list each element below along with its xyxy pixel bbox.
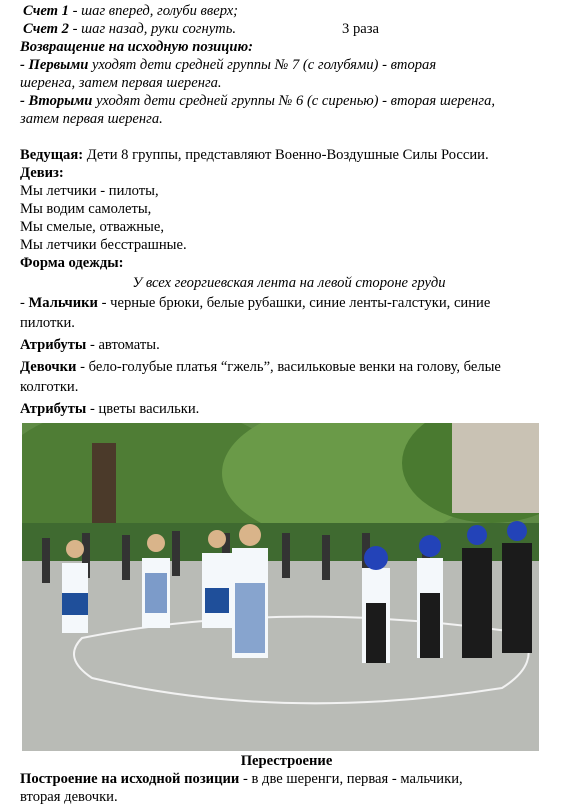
uniform-note: У всех георгиевская лента на левой стороне груди [132,275,446,291]
boys-label: Мальчики [28,295,98,311]
motto-line-4: Мы летчики бесстрашные. [20,237,187,253]
photo-caption: Перестроение [240,753,333,769]
attr2-line [20,400,550,418]
attr1-line [20,336,550,354]
formation-block [20,770,550,806]
boys-text: - черные брюки, белые рубашки, синие ленты-галстуки, синие [97,295,491,311]
girls-line [20,358,550,376]
host-label: Ведущая: [20,147,84,163]
second-line [20,92,550,110]
first-line [20,56,550,74]
second-line-cont: затем первая шеренга. [20,111,163,127]
boys-cont: пилотки. [20,315,75,331]
attr1-label: Атрибуты [20,337,87,353]
boys-prefix: - [20,295,29,311]
attr2-label: Атрибуты [20,401,87,417]
formation-label: Построение на исходной позиции [20,771,240,787]
second-text: уходят дети средней группы № 6 (с сиренью) - вторая шеренга, [92,93,496,109]
formation-line [20,770,550,788]
photo-illustration [22,423,539,751]
first-text: уходят дети средней группы № 7 (с голубями) - вторая [88,57,437,73]
attr2-text: - цветы васильки. [86,401,200,417]
attr1-text: - автоматы. [86,337,160,353]
host-line [20,146,550,164]
motto-line-1: Мы летчики - пилоты, [20,183,159,199]
girls-label: Девочки [20,359,77,375]
girls-text: - бело-голубые платья “гжель”, васильковые венки на голову, белые [76,359,501,375]
host-text: Дети 8 группы, представляют Военно-Воздушные Силы России. [83,147,489,163]
girls-cont: колготки. [20,379,79,395]
count1-line [20,2,550,20]
motto-line-2: Мы водим самолеты, [20,201,152,217]
count1-text: - шаг вперед, голуби вверх; [68,3,239,19]
first-line-cont: шеренга, затем первая шеренга. [20,75,222,91]
second-label: Вторыми [28,93,93,109]
motto-line-3: Мы смелые, отважные, [20,219,164,235]
event-photo [22,423,539,751]
motto-label: Девиз: [20,165,64,181]
count2-repeat: 3 раза [342,21,379,37]
document-body [20,2,550,418]
uniform-label: Форма одежды: [20,255,124,271]
return-heading: Возвращение на исходную позицию: [20,39,254,55]
first-label: Первыми [28,57,89,73]
count2-text: - шаг назад, руки согнуть. [68,21,237,37]
formation-text: - в две шеренги, первая - мальчики, [239,771,463,787]
count1-label: Счет 1 [23,3,69,19]
count2-line [20,20,550,38]
first-prefix: - [20,57,29,73]
formation-cont: вторая девочки. [20,789,118,805]
second-prefix: - [20,93,29,109]
count2-label: Счет 2 [23,21,69,37]
boys-line [20,294,550,312]
